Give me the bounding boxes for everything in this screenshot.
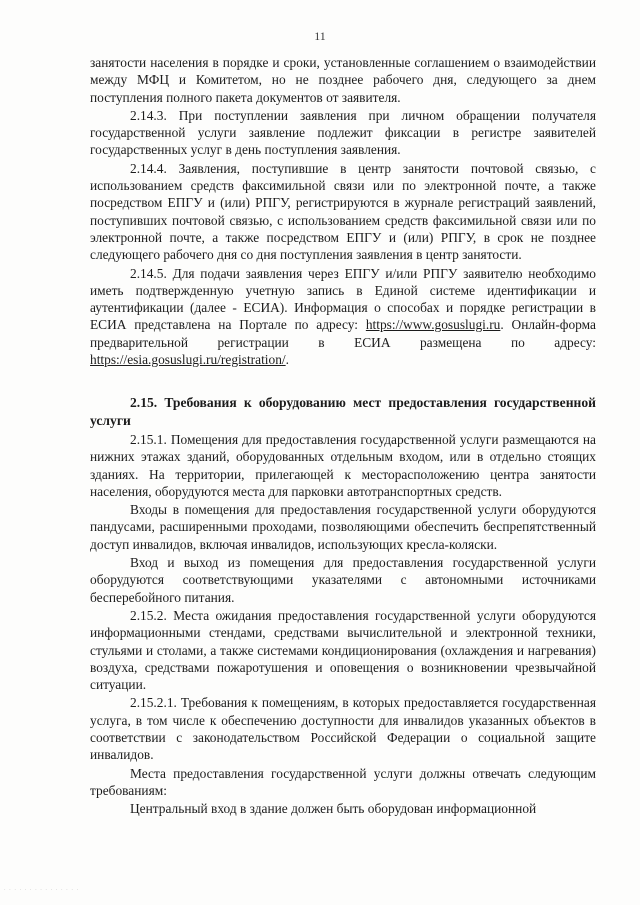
paragraph-2-14-5-text: 2.14.5. Для подачи заявления через ЕПГУ и/или РПГУ заявителю необходимо иметь подтвержденную учетную запись в Единой системе идентификации и аутентификации (далее - ЕСИА). Информация о способах и порядке регистрации в ЕСИА представлена на Портале по адресу: [90,265,596,333]
document-body [90,54,596,817]
paragraph-2-14-5 [90,265,596,369]
paragraph-central-entrance: Центральный вход в здание должен быть оборудован информационной [130,801,537,817]
page-number: 11 [314,29,326,43]
paragraph-2-14-5-end: . [285,352,289,368]
paragraph-2-14-3: 2.14.3. При поступлении заявления при личном обращении получателя государственной услуги заявление подлежит фиксации в регистре заявителей государственных услуг в день поступления заявления. [90,107,596,158]
gosuslugi-link[interactable]: https://www.gosuslugi.ru [365,317,501,333]
paragraph-continuation: занятости населения в порядке и сроки, установленные соглашением о взаимодействии между МФЦ и Комитетом, но не позднее рабочего дня, следующего за днем поступления полного пакета документов от заявителя. [90,55,596,105]
paragraph-entrances: Входы в помещения для предоставления государственной услуги оборудуются пандусами, расширенными проходами, позволяющими обеспечить беспрепятственный доступ инвалидов, включая инвалидов, использующих кресла-коляски. [90,502,596,552]
esia-registration-link[interactable]: https://esia.gosuslugi.ru/registration/ [90,352,286,368]
paragraph-2-15-1: 2.15.1. Помещения для предоставления государственной услуги размещаются на нижних этажах зданий, оборудованных отдельным входом, или в отдельно стоящих зданиях. На территории, прилегающей к месторасположению центра занятости населения, оборудуются места для парковки автотранспортных средств. [90,431,596,499]
paragraph-2-15-2: 2.15.2. Места ожидания предоставления государственной услуги оборудуются информационными стендами, средствами вычислительной и электронной техники, стульями и столами, а также системами кондиционирования (охлаждения и нагревания) воздуха, средствами пожаротушения и оповещения о возникновении чрезвычайной ситуации. [90,607,596,693]
paragraph-requirements: Места предоставления государственной услуги должны отвечать следующим требованиям: [90,765,596,798]
paragraph-entry-exit: Вход и выход из помещения для предоставления государственной услуги оборудуются соответствующими указателями с автономными источниками бесперебойного питания. [90,555,596,605]
section-heading-2-15: 2.15. Требования к оборудованию мест предоставления государственной услуги [90,395,596,428]
scan-footer-mark: · · · · · · · · · · · · · · · [4,887,80,893]
paragraph-2-15-2-1: 2.15.2.1. Требования к помещениям, в которых предоставляется государственная услуга, в том числе к обеспечению доступности для инвалидов указанных объектов в соответствии с законодательством Российской Федерации о социальной защите инвалидов. [90,695,596,763]
paragraph-2-14-5-mid: . Онлайн-форма предварительной регистрации в ЕСИА размещена по адресу: [90,317,596,350]
paragraph-2-14-4: 2.14.4. Заявления, поступившие в центр занятости почтовой связью, с использованием средств факсимильной связи или по электронной почте, а также посредством ЕПГУ и (или) РПГУ, регистрируются в журнале регистраций заявлений, поступивших почтовой связью, с использованием средств факсимильной связи или по электронной почте, а также посредством ЕПГУ и (или) РПГУ, в срок не позднее следующего рабочего дня со дня поступления заявления в центр занятости. [90,160,596,263]
